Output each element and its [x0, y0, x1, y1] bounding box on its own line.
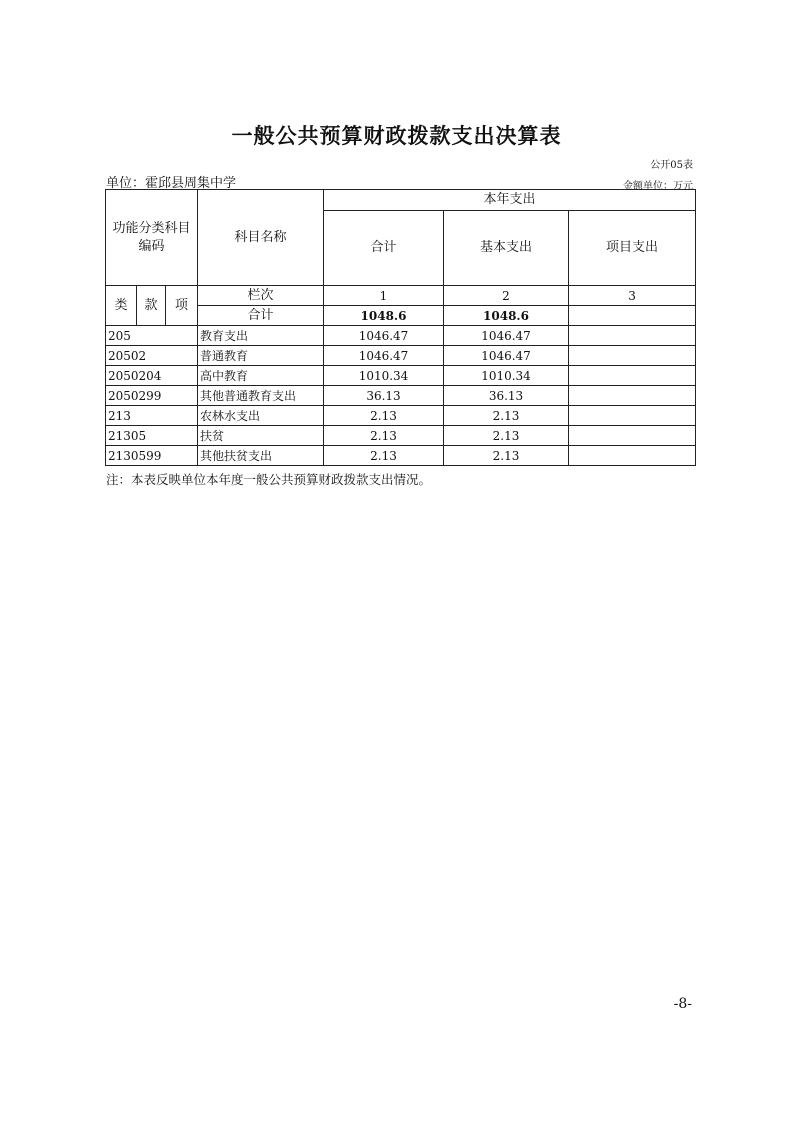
total-basic: 1048.6: [444, 306, 569, 326]
header-lei: 类: [106, 286, 137, 326]
header-subject-name: 科目名称: [198, 190, 324, 286]
row-name: 农林水支出: [198, 406, 324, 426]
table-row: [106, 346, 696, 366]
page-number: -8-: [673, 996, 692, 1012]
row-name: 高中教育: [198, 366, 324, 386]
row-total: 1046.47: [324, 326, 444, 346]
table-note: 注：本表反映单位本年度一般公共预算财政拨款支出情况。: [106, 472, 432, 487]
row-project: [569, 426, 696, 446]
row-name: 其他扶贫支出: [198, 446, 324, 466]
table-row: [106, 326, 696, 346]
row-code: 2050204: [106, 366, 198, 386]
page-title: 一般公共预算财政拨款支出决算表: [231, 124, 562, 148]
header-col3: 3: [569, 286, 696, 306]
row-project: [569, 346, 696, 366]
row-project: [569, 386, 696, 406]
row-name: 普通教育: [198, 346, 324, 366]
row-project: [569, 366, 696, 386]
header-col2: 2: [444, 286, 569, 306]
money-unit-label: 金额单位：万元: [623, 181, 693, 192]
row-code: 2050299: [106, 386, 198, 406]
row-basic: 36.13: [444, 386, 569, 406]
row-basic: 1046.47: [444, 346, 569, 366]
row-code: 20502: [106, 346, 198, 366]
row-total: 1010.34: [324, 366, 444, 386]
table-row: [106, 426, 696, 446]
header-current-year: 本年支出: [324, 190, 696, 211]
header-xiang: 项: [166, 286, 198, 326]
row-basic: 2.13: [444, 446, 569, 466]
table-row: [106, 446, 696, 466]
row-project: [569, 326, 696, 346]
row-total: 2.13: [324, 406, 444, 426]
row-total: 2.13: [324, 426, 444, 446]
row-code: 205: [106, 326, 198, 346]
header-code-group: 功能分类科目编码: [106, 190, 198, 286]
row-total: 1046.47: [324, 346, 444, 366]
header-lanci: 栏次: [198, 286, 324, 306]
total-project: [569, 306, 696, 326]
expenditure-table: [105, 189, 696, 466]
total-label: 合计: [198, 306, 324, 326]
row-total: 2.13: [324, 446, 444, 466]
table-row: [106, 386, 696, 406]
table-row: [106, 366, 696, 386]
row-total: 36.13: [324, 386, 444, 406]
row-project: [569, 446, 696, 466]
row-code: 2130599: [106, 446, 198, 466]
row-basic: 2.13: [444, 426, 569, 446]
row-project: [569, 406, 696, 426]
header-basic: 基本支出: [444, 211, 569, 286]
header-total: 合计: [324, 211, 444, 286]
row-name: 扶贫: [198, 426, 324, 446]
header-kuan: 款: [137, 286, 166, 326]
row-name: 其他普通教育支出: [198, 386, 324, 406]
header-col1: 1: [324, 286, 444, 306]
row-basic: 1046.47: [444, 326, 569, 346]
row-name: 教育支出: [198, 326, 324, 346]
row-code: 21305: [106, 426, 198, 446]
table-row: [106, 406, 696, 426]
row-basic: 1010.34: [444, 366, 569, 386]
unit-label: 单位：霍邱县周集中学: [106, 176, 237, 191]
header-project: 项目支出: [569, 211, 696, 286]
form-number: 公开05表: [650, 160, 693, 171]
total-value: 1048.6: [324, 306, 444, 326]
row-basic: 2.13: [444, 406, 569, 426]
row-code: 213: [106, 406, 198, 426]
